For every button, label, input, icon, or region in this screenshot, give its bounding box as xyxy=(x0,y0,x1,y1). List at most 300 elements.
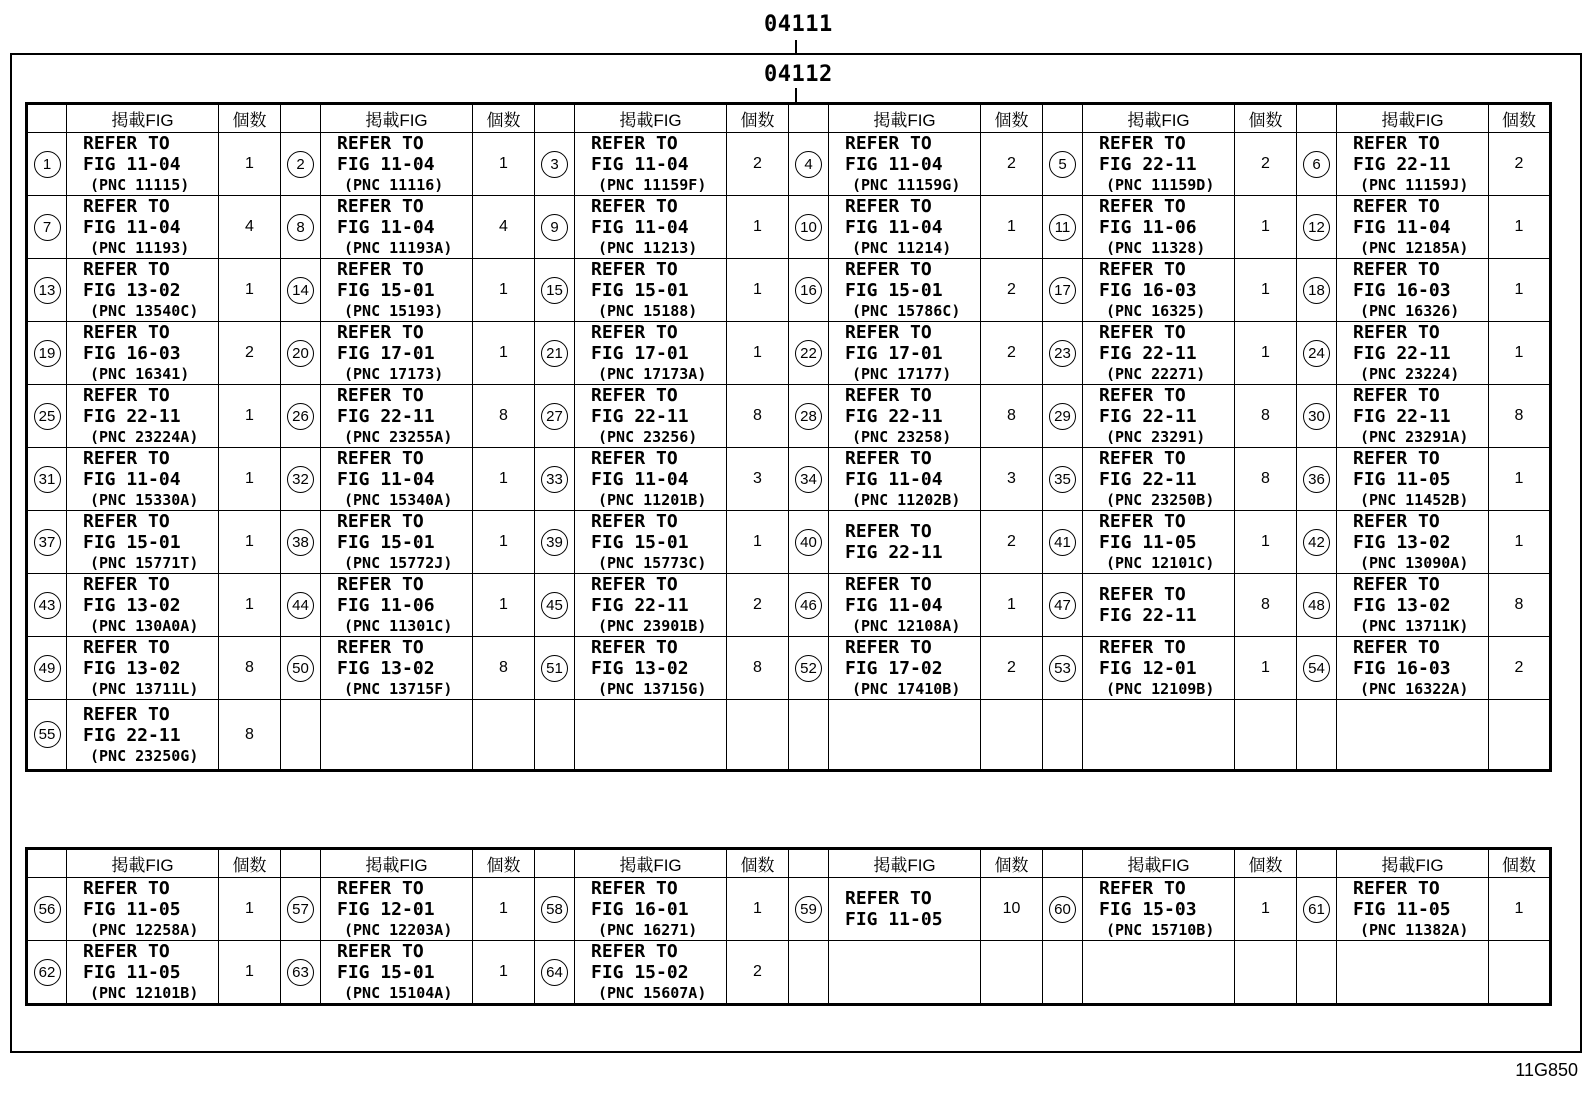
refer-to-text: REFER TO xyxy=(83,322,170,343)
item-number-cell xyxy=(535,878,575,941)
header-fig: 掲載FIG xyxy=(829,104,981,133)
table-row xyxy=(27,574,1551,637)
fig-reference-cell xyxy=(575,196,727,259)
refer-to-text: REFER TO xyxy=(845,322,932,343)
fig-reference-cell xyxy=(321,133,473,196)
item-number-circle: 53 xyxy=(1049,655,1076,682)
header-item-no xyxy=(1297,104,1337,133)
item-number-cell xyxy=(789,637,829,700)
header-item-no xyxy=(535,104,575,133)
pnc-number: (PNC 15193) xyxy=(344,302,444,320)
item-number-circle: 24 xyxy=(1303,340,1330,367)
fig-number: FIG 22-11 xyxy=(1353,343,1451,364)
pnc-number: (PNC 16326) xyxy=(1360,302,1460,320)
item-number-circle: 58 xyxy=(541,896,568,923)
pnc-number: (PNC 11193) xyxy=(90,239,190,257)
quantity-cell: 1 xyxy=(219,133,281,196)
quantity-cell: 1 xyxy=(1489,196,1551,259)
table-row xyxy=(27,133,1551,196)
fig-number: FIG 17-01 xyxy=(845,343,943,364)
item-number-cell xyxy=(1297,133,1337,196)
item-number-cell xyxy=(535,385,575,448)
refer-to-text: REFER TO xyxy=(591,133,678,154)
item-number-circle: 31 xyxy=(34,466,61,493)
fig-number: FIG 11-05 xyxy=(845,909,943,930)
refer-to-text: REFER TO xyxy=(1353,259,1440,280)
pnc-number: (PNC 15773C) xyxy=(598,554,707,572)
refer-to-text: REFER TO xyxy=(1099,196,1186,217)
quantity-cell xyxy=(727,700,789,771)
fig-number: FIG 12-01 xyxy=(1099,658,1197,679)
table-row xyxy=(27,385,1551,448)
item-number-cell xyxy=(789,196,829,259)
pnc-number: (PNC 15104A) xyxy=(344,984,453,1002)
item-number-circle: 44 xyxy=(287,592,314,619)
item-number-circle: 39 xyxy=(541,529,568,556)
header-fig: 掲載FIG xyxy=(1083,849,1235,878)
item-number-circle: 47 xyxy=(1049,592,1076,619)
quantity-cell: 1 xyxy=(1489,259,1551,322)
item-number-cell xyxy=(281,259,321,322)
pnc-number: (PNC 12101C) xyxy=(1106,554,1215,572)
header-item-no xyxy=(1297,849,1337,878)
refer-to-text: REFER TO xyxy=(337,511,424,532)
item-number-cell xyxy=(789,511,829,574)
fig-reference-cell xyxy=(575,259,727,322)
fig-number: FIG 11-04 xyxy=(83,469,181,490)
pnc-number: (PNC 23224) xyxy=(1360,365,1460,383)
item-number-circle: 36 xyxy=(1303,466,1330,493)
fig-number: FIG 15-01 xyxy=(845,280,943,301)
refer-to-text: REFER TO xyxy=(845,385,932,406)
item-number-cell xyxy=(535,133,575,196)
pnc-number: (PNC 11116) xyxy=(344,176,444,194)
header-fig: 掲載FIG xyxy=(67,849,219,878)
quantity-cell: 1 xyxy=(727,259,789,322)
refer-to-text: REFER TO xyxy=(591,574,678,595)
item-number-cell xyxy=(27,941,67,1005)
pnc-number: (PNC 13715G) xyxy=(598,680,707,698)
item-number-circle: 64 xyxy=(541,959,568,986)
refer-to-text: REFER TO xyxy=(1099,259,1186,280)
quantity-cell: 1 xyxy=(219,448,281,511)
pnc-number: (PNC 13540C) xyxy=(90,302,199,320)
refer-to-text: REFER TO xyxy=(1099,385,1186,406)
header-fig: 掲載FIG xyxy=(1337,849,1489,878)
fig-reference-cell xyxy=(321,878,473,941)
item-number-circle: 20 xyxy=(287,340,314,367)
fig-reference-cell xyxy=(1083,322,1235,385)
item-number-cell xyxy=(27,196,67,259)
quantity-cell: 1 xyxy=(1489,878,1551,941)
fig-reference-cell xyxy=(829,448,981,511)
item-number-circle: 43 xyxy=(34,592,61,619)
refer-to-text: REFER TO xyxy=(83,259,170,280)
refer-to-text: REFER TO xyxy=(1353,448,1440,469)
quantity-cell: 1 xyxy=(981,196,1043,259)
refer-to-text: REFER TO xyxy=(83,637,170,658)
header-qty: 個数 xyxy=(1235,104,1297,133)
header-row xyxy=(27,104,1551,133)
item-number-circle: 21 xyxy=(541,340,568,367)
fig-number: FIG 16-03 xyxy=(1353,658,1451,679)
item-number-cell xyxy=(535,941,575,1005)
fig-number: FIG 16-03 xyxy=(1353,280,1451,301)
pnc-number: (PNC 17177) xyxy=(852,365,952,383)
item-number-circle: 2 xyxy=(287,151,314,178)
quantity-cell: 8 xyxy=(219,700,281,771)
quantity-cell: 8 xyxy=(473,385,535,448)
item-number-cell xyxy=(535,196,575,259)
pnc-number: (PNC 13711L) xyxy=(90,680,199,698)
refer-to-text: REFER TO xyxy=(1353,322,1440,343)
item-number-circle: 11 xyxy=(1049,214,1076,241)
item-number-circle: 13 xyxy=(34,277,61,304)
pnc-number: (PNC 11115) xyxy=(90,176,190,194)
pnc-number: (PNC 16341) xyxy=(90,365,190,383)
refer-to-text: REFER TO xyxy=(83,196,170,217)
fig-number: FIG 15-01 xyxy=(337,532,435,553)
quantity-cell: 8 xyxy=(727,385,789,448)
item-number-circle: 17 xyxy=(1049,277,1076,304)
item-number-cell xyxy=(1297,637,1337,700)
fig-number: FIG 11-04 xyxy=(845,469,943,490)
fig-number: FIG 15-01 xyxy=(591,280,689,301)
item-number-cell xyxy=(1043,878,1083,941)
refer-to-text: REFER TO xyxy=(337,259,424,280)
item-number-circle: 4 xyxy=(795,151,822,178)
item-number-cell xyxy=(789,133,829,196)
refer-to-text: REFER TO xyxy=(591,448,678,469)
pnc-number: (PNC 16271) xyxy=(598,921,698,939)
quantity-cell: 3 xyxy=(727,448,789,511)
quantity-cell: 4 xyxy=(219,196,281,259)
fig-number: FIG 11-05 xyxy=(1353,899,1451,920)
item-number-cell xyxy=(281,133,321,196)
fig-reference-cell xyxy=(321,700,473,771)
header-fig: 掲載FIG xyxy=(575,104,727,133)
parts-reference-table-lower xyxy=(25,847,1552,1006)
quantity-cell: 1 xyxy=(219,259,281,322)
pnc-number: (PNC 15771T) xyxy=(90,554,199,572)
fig-number: FIG 11-05 xyxy=(1353,469,1451,490)
pnc-number: (PNC 11201B) xyxy=(598,491,707,509)
assembly-number-top: 04111 xyxy=(764,12,833,37)
refer-to-text: REFER TO xyxy=(337,385,424,406)
fig-reference-cell xyxy=(1337,448,1489,511)
fig-number: FIG 22-11 xyxy=(845,542,943,563)
quantity-cell xyxy=(981,700,1043,771)
pnc-number: (PNC 23255A) xyxy=(344,428,453,446)
fig-reference-cell xyxy=(321,448,473,511)
quantity-cell: 1 xyxy=(727,878,789,941)
pnc-number: (PNC 23291A) xyxy=(1360,428,1469,446)
header-item-no xyxy=(789,849,829,878)
quantity-cell: 1 xyxy=(473,574,535,637)
quantity-cell: 1 xyxy=(727,196,789,259)
fig-number: FIG 13-02 xyxy=(1353,532,1451,553)
fig-number: FIG 15-03 xyxy=(1099,899,1197,920)
quantity-cell: 10 xyxy=(981,878,1043,941)
item-number-cell xyxy=(789,322,829,385)
fig-reference-cell xyxy=(1083,941,1235,1005)
pnc-number: (PNC 11328) xyxy=(1106,239,1206,257)
item-number-cell xyxy=(27,700,67,771)
pnc-number: (PNC 15772J) xyxy=(344,554,453,572)
item-number-cell xyxy=(1043,941,1083,1005)
refer-to-text: REFER TO xyxy=(845,448,932,469)
item-number-circle: 30 xyxy=(1303,403,1330,430)
item-number-cell xyxy=(1297,941,1337,1005)
table-row xyxy=(27,700,1551,771)
pnc-number: (PNC 12101B) xyxy=(90,984,199,1002)
fig-number: FIG 22-11 xyxy=(1099,406,1197,427)
refer-to-text: REFER TO xyxy=(337,878,424,899)
quantity-cell: 2 xyxy=(727,133,789,196)
fig-number: FIG 15-01 xyxy=(591,532,689,553)
quantity-cell: 1 xyxy=(219,385,281,448)
item-number-circle: 60 xyxy=(1049,896,1076,923)
refer-to-text: REFER TO xyxy=(83,878,170,899)
item-number-circle: 23 xyxy=(1049,340,1076,367)
fig-reference-cell xyxy=(1083,196,1235,259)
fig-reference-cell xyxy=(829,574,981,637)
item-number-cell xyxy=(281,448,321,511)
fig-reference-cell xyxy=(1083,878,1235,941)
header-item-no xyxy=(27,849,67,878)
fig-reference-cell xyxy=(829,133,981,196)
fig-number: FIG 13-02 xyxy=(1353,595,1451,616)
refer-to-text: REFER TO xyxy=(1353,574,1440,595)
item-number-circle: 63 xyxy=(287,959,314,986)
refer-to-text: REFER TO xyxy=(1353,511,1440,532)
quantity-cell xyxy=(473,700,535,771)
pnc-number: (PNC 12109B) xyxy=(1106,680,1215,698)
refer-to-text: REFER TO xyxy=(845,888,932,909)
fig-reference-cell xyxy=(829,637,981,700)
item-number-cell xyxy=(1043,133,1083,196)
item-number-circle: 55 xyxy=(34,721,61,748)
fig-reference-cell xyxy=(1337,574,1489,637)
item-number-circle: 29 xyxy=(1049,403,1076,430)
quantity-cell: 2 xyxy=(1489,637,1551,700)
item-number-circle: 51 xyxy=(541,655,568,682)
quantity-cell: 8 xyxy=(1235,574,1297,637)
quantity-cell: 8 xyxy=(1489,574,1551,637)
fig-reference-cell xyxy=(1337,511,1489,574)
item-number-cell xyxy=(789,878,829,941)
fig-number: FIG 16-03 xyxy=(1099,280,1197,301)
item-number-circle: 18 xyxy=(1303,277,1330,304)
item-number-cell xyxy=(1297,878,1337,941)
refer-to-text: REFER TO xyxy=(83,511,170,532)
item-number-cell xyxy=(1297,700,1337,771)
header-item-no xyxy=(27,104,67,133)
table-row xyxy=(27,511,1551,574)
refer-to-text: REFER TO xyxy=(83,941,170,962)
fig-number: FIG 15-01 xyxy=(337,962,435,983)
refer-to-text: REFER TO xyxy=(83,133,170,154)
quantity-cell: 2 xyxy=(981,637,1043,700)
item-number-circle: 25 xyxy=(34,403,61,430)
fig-number: FIG 22-11 xyxy=(1099,605,1197,626)
item-number-circle: 5 xyxy=(1049,151,1076,178)
item-number-cell xyxy=(1297,448,1337,511)
item-number-cell xyxy=(27,574,67,637)
pnc-number: (PNC 22271) xyxy=(1106,365,1206,383)
fig-reference-cell xyxy=(829,511,981,574)
header-row xyxy=(27,849,1551,878)
quantity-cell: 3 xyxy=(981,448,1043,511)
fig-reference-cell xyxy=(829,385,981,448)
header-item-no xyxy=(281,849,321,878)
pnc-number: (PNC 15340A) xyxy=(344,491,453,509)
fig-number: FIG 16-01 xyxy=(591,899,689,920)
header-qty: 個数 xyxy=(727,104,789,133)
pnc-number: (PNC 130A0A) xyxy=(90,617,199,635)
quantity-cell: 2 xyxy=(981,511,1043,574)
item-number-circle: 16 xyxy=(795,277,822,304)
item-number-cell xyxy=(281,637,321,700)
fig-number: FIG 22-11 xyxy=(591,595,689,616)
fig-number: FIG 11-04 xyxy=(845,595,943,616)
header-item-no xyxy=(789,104,829,133)
fig-reference-cell xyxy=(575,941,727,1005)
quantity-cell: 2 xyxy=(727,574,789,637)
item-number-cell xyxy=(1043,637,1083,700)
item-number-circle: 6 xyxy=(1303,151,1330,178)
fig-reference-cell xyxy=(575,574,727,637)
refer-to-text: REFER TO xyxy=(1099,448,1186,469)
fig-reference-cell xyxy=(1083,448,1235,511)
fig-number: FIG 17-01 xyxy=(337,343,435,364)
quantity-cell: 1 xyxy=(1235,259,1297,322)
fig-reference-cell xyxy=(1337,941,1489,1005)
header-qty: 個数 xyxy=(981,849,1043,878)
fig-reference-cell xyxy=(67,322,219,385)
quantity-cell: 2 xyxy=(727,941,789,1005)
header-fig: 掲載FIG xyxy=(575,849,727,878)
fig-number: FIG 11-06 xyxy=(1099,217,1197,238)
item-number-cell xyxy=(535,574,575,637)
item-number-circle: 45 xyxy=(541,592,568,619)
quantity-cell: 1 xyxy=(727,322,789,385)
pnc-number: (PNC 17410B) xyxy=(852,680,961,698)
item-number-circle: 40 xyxy=(795,529,822,556)
quantity-cell: 1 xyxy=(219,941,281,1005)
refer-to-text: REFER TO xyxy=(337,574,424,595)
refer-to-text: REFER TO xyxy=(591,385,678,406)
fig-number: FIG 11-05 xyxy=(83,899,181,920)
refer-to-text: REFER TO xyxy=(337,133,424,154)
fig-number: FIG 13-02 xyxy=(83,658,181,679)
item-number-circle: 28 xyxy=(795,403,822,430)
item-number-cell xyxy=(1297,259,1337,322)
item-number-circle: 3 xyxy=(541,151,568,178)
item-number-cell xyxy=(789,259,829,322)
item-number-circle: 22 xyxy=(795,340,822,367)
fig-reference-cell xyxy=(1337,322,1489,385)
pnc-number: (PNC 17173) xyxy=(344,365,444,383)
header-qty: 個数 xyxy=(727,849,789,878)
item-number-cell xyxy=(281,574,321,637)
fig-reference-cell xyxy=(575,637,727,700)
fig-reference-cell xyxy=(829,878,981,941)
header-fig: 掲載FIG xyxy=(829,849,981,878)
header-fig: 掲載FIG xyxy=(321,849,473,878)
quantity-cell: 1 xyxy=(473,259,535,322)
item-number-cell xyxy=(789,941,829,1005)
pnc-number: (PNC 11213) xyxy=(598,239,698,257)
fig-reference-cell xyxy=(321,322,473,385)
table-row xyxy=(27,196,1551,259)
item-number-cell xyxy=(27,133,67,196)
item-number-circle: 61 xyxy=(1303,896,1330,923)
fig-number: FIG 11-04 xyxy=(1353,217,1451,238)
table-row xyxy=(27,259,1551,322)
item-number-circle: 10 xyxy=(795,214,822,241)
fig-reference-cell xyxy=(1083,700,1235,771)
fig-reference-cell xyxy=(1337,385,1489,448)
table-row xyxy=(27,878,1551,941)
fig-reference-cell xyxy=(575,448,727,511)
fig-number: FIG 15-01 xyxy=(337,280,435,301)
quantity-cell: 1 xyxy=(219,878,281,941)
fig-number: FIG 11-05 xyxy=(83,962,181,983)
fig-reference-cell xyxy=(1083,511,1235,574)
fig-reference-cell xyxy=(321,385,473,448)
pnc-number: (PNC 12203A) xyxy=(344,921,453,939)
item-number-circle: 15 xyxy=(541,277,568,304)
quantity-cell: 8 xyxy=(981,385,1043,448)
pnc-number: (PNC 11159D) xyxy=(1106,176,1215,194)
fig-reference-cell xyxy=(1337,133,1489,196)
item-number-cell xyxy=(281,511,321,574)
header-qty: 個数 xyxy=(219,849,281,878)
table-row xyxy=(27,448,1551,511)
item-number-cell xyxy=(535,448,575,511)
item-number-cell xyxy=(1297,322,1337,385)
fig-number: FIG 22-11 xyxy=(83,406,181,427)
fig-reference-cell xyxy=(67,133,219,196)
refer-to-text: REFER TO xyxy=(1099,878,1186,899)
fig-reference-cell xyxy=(1083,133,1235,196)
item-number-circle: 56 xyxy=(34,896,61,923)
fig-reference-cell xyxy=(1083,259,1235,322)
item-number-cell xyxy=(281,385,321,448)
item-number-cell xyxy=(535,511,575,574)
item-number-circle: 50 xyxy=(287,655,314,682)
fig-reference-cell xyxy=(1337,196,1489,259)
fig-number: FIG 22-11 xyxy=(591,406,689,427)
refer-to-text: REFER TO xyxy=(845,521,932,542)
fig-reference-cell xyxy=(67,574,219,637)
refer-to-text: REFER TO xyxy=(591,941,678,962)
fig-number: FIG 22-11 xyxy=(1353,154,1451,175)
quantity-cell xyxy=(1489,941,1551,1005)
quantity-cell: 8 xyxy=(473,637,535,700)
item-number-cell xyxy=(535,637,575,700)
quantity-cell: 1 xyxy=(473,448,535,511)
item-number-circle: 57 xyxy=(287,896,314,923)
figure-code: 11G850 xyxy=(1515,1060,1578,1080)
fig-reference-cell xyxy=(1337,259,1489,322)
item-number-circle: 59 xyxy=(795,896,822,923)
fig-reference-cell xyxy=(67,196,219,259)
pnc-number: (PNC 23256) xyxy=(598,428,698,446)
refer-to-text: REFER TO xyxy=(1353,878,1440,899)
quantity-cell xyxy=(1489,700,1551,771)
